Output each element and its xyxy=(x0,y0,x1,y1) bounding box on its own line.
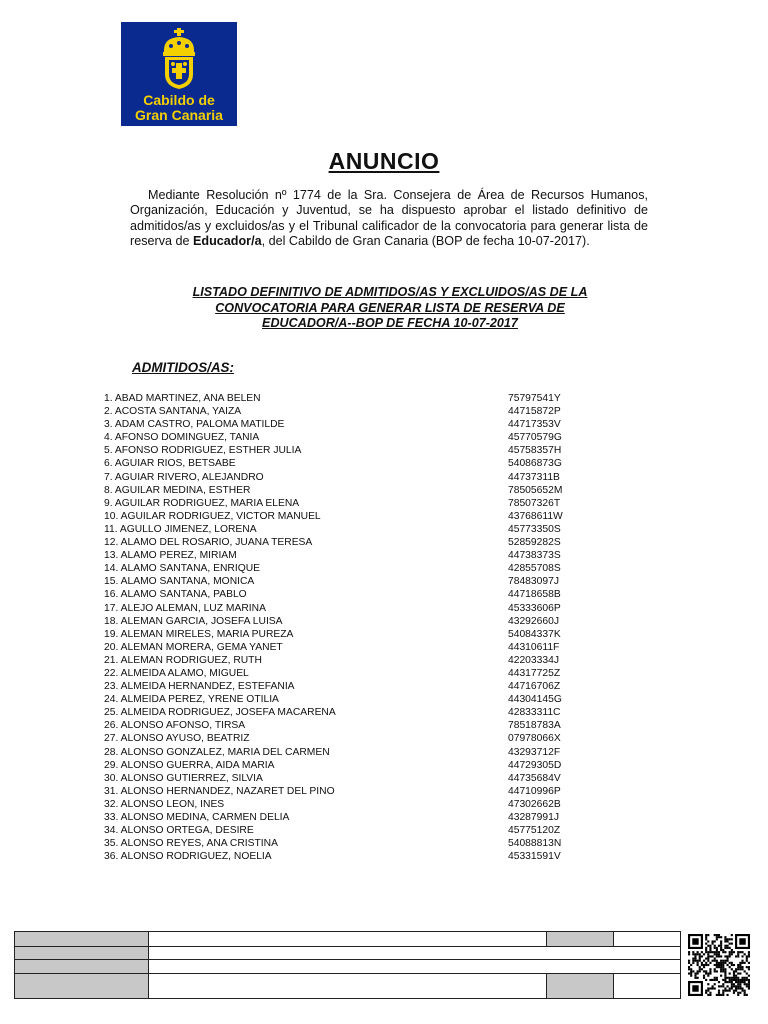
applicant-name: 23. ALMEIDA HERNANDEZ, ESTEFANIA xyxy=(104,681,295,693)
list-item xyxy=(104,850,584,863)
list-item xyxy=(104,457,584,470)
list-item xyxy=(104,824,584,837)
list-item xyxy=(104,444,584,457)
list-item xyxy=(104,523,584,536)
list-item xyxy=(104,484,584,497)
list-item xyxy=(104,719,584,732)
list-item xyxy=(104,588,584,601)
footer-label-cell xyxy=(15,960,149,973)
list-item xyxy=(104,811,584,824)
applicant-name: 34. ALONSO ORTEGA, DESIRE xyxy=(104,825,254,837)
applicant-name: 24. ALMEIDA PEREZ, YRENE OTILIA xyxy=(104,694,279,706)
list-item xyxy=(104,418,584,431)
footer-row-line xyxy=(15,946,680,947)
applicant-name: 2. ACOSTA SANTANA, YAIZA xyxy=(104,406,242,418)
applicant-name: 25. ALMEIDA RODRIGUEZ, JOSEFA MACARENA xyxy=(104,707,336,719)
signature-footer-table xyxy=(14,931,681,999)
applicant-dni: 43292660J xyxy=(508,615,559,627)
applicant-name: 3. ADAM CASTRO, PALOMA MATILDE xyxy=(104,419,285,431)
applicant-dni: 44304145G xyxy=(508,694,562,706)
list-item xyxy=(104,837,584,850)
applicant-name: 15. ALAMO SANTANA, MONICA xyxy=(104,576,255,588)
list-heading-line-1: LISTADO DEFINITIVO DE ADMITIDOS/AS Y EXCLUIDOS/AS DE LA xyxy=(192,285,588,299)
list-item xyxy=(104,405,584,418)
applicant-name: 28. ALONSO GONZALEZ, MARIA DEL CARMEN xyxy=(104,746,330,758)
applicant-dni: 78518783A xyxy=(508,720,561,732)
applicant-dni: 52859282S xyxy=(508,537,561,549)
applicant-dni: 43768611W xyxy=(508,510,563,522)
list-item xyxy=(104,641,584,654)
list-item xyxy=(104,706,584,719)
list-item xyxy=(104,549,584,562)
list-item xyxy=(104,732,584,745)
applicant-name: 27. ALONSO AYUSO, BEATRIZ xyxy=(104,733,250,745)
applicant-name: 32. ALONSO LEON, INES xyxy=(104,798,225,810)
applicant-dni: 44738373S xyxy=(508,550,561,562)
applicant-dni: 42833311C xyxy=(508,707,561,719)
footer-label-cell xyxy=(15,947,149,959)
list-item xyxy=(104,431,584,444)
document-title: ANUNCIO xyxy=(328,148,440,174)
applicant-name: 33. ALONSO MEDINA, CARMEN DELIA xyxy=(104,812,290,823)
applicant-dni: 44735684V xyxy=(508,772,561,784)
list-item xyxy=(104,746,584,759)
applicant-name: 22. ALMEIDA ALAMO, MIGUEL xyxy=(104,667,249,679)
applicant-name: 31. ALONSO HERNANDEZ, NAZARET DEL PINO xyxy=(104,785,335,797)
applicant-dni: 07978066X xyxy=(508,733,561,745)
applicant-name: 17. ALEJO ALEMAN, LUZ MARINA xyxy=(104,602,266,614)
applicant-dni: 44310611F xyxy=(508,641,560,653)
applicant-dni: 54084337K xyxy=(508,628,561,640)
list-heading xyxy=(150,285,630,332)
applicant-dni: 45331591V xyxy=(508,851,561,863)
applicant-dni: 78507326T xyxy=(508,497,561,509)
applicant-dni: 44317725Z xyxy=(508,667,561,679)
applicant-dni: 54088813N xyxy=(508,838,562,850)
list-item xyxy=(104,654,584,667)
intro-paragraph xyxy=(130,188,648,249)
applicant-name: 21. ALEMAN RODRIGUEZ, RUTH xyxy=(104,654,262,666)
list-heading-line-2: CONVOCATORIA PARA GENERAR LISTA DE RESERVA DE xyxy=(215,300,565,315)
list-item xyxy=(104,628,584,641)
applicant-dni: 45775120Z xyxy=(508,825,561,837)
coat-of-arms-icon xyxy=(159,28,199,90)
applicant-name: 4. AFONSO DOMINGUEZ, TANIA xyxy=(104,432,260,444)
footer-label-cell xyxy=(546,932,614,946)
list-item xyxy=(104,798,584,811)
list-item xyxy=(104,392,584,405)
applicant-dni: 45758357H xyxy=(508,445,562,457)
applicant-dni: 44716706Z xyxy=(508,681,561,693)
applicant-name: 18. ALEMAN GARCIA, JOSEFA LUISA xyxy=(104,615,283,627)
intro-text-end: , del Cabildo de Gran Canaria (BOP de fecha 10-07-2017). xyxy=(261,233,590,248)
list-item xyxy=(104,680,584,693)
applicant-dni: 54086873G xyxy=(508,458,562,470)
applicant-dni: 44715872P xyxy=(508,406,561,418)
list-item xyxy=(104,772,584,785)
list-item xyxy=(104,693,584,706)
applicant-dni: 78483097J xyxy=(508,576,559,588)
applicant-name: 29. ALONSO GUERRA, AIDA MARIA xyxy=(104,759,275,771)
applicant-dni: 43287991J xyxy=(508,812,559,823)
applicant-name: 13. ALAMO PEREZ, MIRIAM xyxy=(104,550,237,562)
list-item xyxy=(104,575,584,588)
list-item xyxy=(104,497,584,510)
intro-text: Mediante Resolución nº 1774 de la Sra. Consejera de Área de Recursos Humanos, Organización, Educación y Juventud, se ha dispuesto aprobar el listado definitivo de admitidos/as y excluidos/as y el Tribunal calificador de la convocatoria para generar lista de reserva de xyxy=(130,188,648,248)
footer-label-cell xyxy=(15,932,149,946)
footer-label-cell xyxy=(546,974,614,998)
cabildo-logo xyxy=(121,22,237,126)
applicant-name: 20. ALEMAN MORERA, GEMA YANET xyxy=(104,641,283,653)
applicant-name: 16. ALAMO SANTANA, PABLO xyxy=(104,589,247,601)
section-title: ADMITIDOS/AS: xyxy=(132,360,234,375)
applicant-name: 12. ALAMO DEL ROSARIO, JUANA TERESA xyxy=(104,537,313,549)
list-item xyxy=(104,615,584,628)
applicant-dni: 42855708S xyxy=(508,563,561,575)
applicant-name: 30. ALONSO GUTIERREZ, SILVIA xyxy=(104,772,263,784)
footer-row-line xyxy=(15,973,680,974)
logo-line-2: Gran Canaria xyxy=(135,107,223,123)
applicant-dni: 43293712F xyxy=(508,746,561,758)
applicant-dni: 42203334J xyxy=(508,654,559,666)
applicant-name: 5. AFONSO RODRIGUEZ, ESTHER JULIA xyxy=(104,445,302,457)
footer-label-cell xyxy=(15,974,149,998)
applicant-dni: 44710996P xyxy=(508,785,561,797)
applicant-name: 9. AGUILAR RODRIGUEZ, MARIA ELENA xyxy=(104,497,300,509)
qr-code-icon xyxy=(688,934,750,996)
footer-col-line xyxy=(148,932,149,998)
list-item xyxy=(104,471,584,484)
applicant-dni: 45333606P xyxy=(508,602,561,614)
intro-bold-position: Educador/a xyxy=(193,233,262,248)
applicant-name: 6. AGUIAR RIOS, BETSABE xyxy=(104,458,236,470)
applicant-name: 19. ALEMAN MIRELES, MARIA PUREZA xyxy=(104,628,294,640)
logo-line-1: Cabildo de xyxy=(143,92,215,108)
applicant-name: 26. ALONSO AFONSO, TIRSA xyxy=(104,720,246,732)
applicant-dni: 44737311B xyxy=(508,471,560,483)
list-item xyxy=(104,667,584,680)
applicant-dni: 75797541Y xyxy=(508,393,561,404)
applicant-name: 11. AGULLO JIMENEZ, LORENA xyxy=(104,523,257,535)
list-item xyxy=(104,510,584,523)
applicant-name: 1. ABAD MARTINEZ, ANA BELEN xyxy=(104,393,261,404)
list-item xyxy=(104,759,584,772)
applicant-dni: 44717353V xyxy=(508,419,561,431)
footer-row-line xyxy=(15,959,680,960)
applicant-name: 14. ALAMO SANTANA, ENRIQUE xyxy=(104,563,261,575)
applicant-name: 7. AGUIAR RIVERO, ALEJANDRO xyxy=(104,471,264,483)
applicant-name: 36. ALONSO RODRIGUEZ, NOELIA xyxy=(104,851,272,863)
list-item xyxy=(104,785,584,798)
list-item xyxy=(104,536,584,549)
admitted-list xyxy=(104,392,584,863)
applicant-dni: 45773350S xyxy=(508,523,561,535)
applicant-dni: 78505652M xyxy=(508,484,563,496)
applicant-dni: 45770579G xyxy=(508,432,562,444)
list-item xyxy=(104,602,584,615)
list-heading-line-3: EDUCADOR/A--BOP DE FECHA 10-07-2017 xyxy=(262,316,518,330)
applicant-name: 10. AGUILAR RODRIGUEZ, VICTOR MANUEL xyxy=(104,510,321,522)
applicant-dni: 44718658B xyxy=(508,589,561,601)
applicant-name: 35. ALONSO REYES, ANA CRISTINA xyxy=(104,838,278,850)
applicant-name: 8. AGUILAR MEDINA, ESTHER xyxy=(104,484,251,496)
applicant-dni: 44729305D xyxy=(508,759,562,771)
list-item xyxy=(104,562,584,575)
applicant-dni: 47302662B xyxy=(508,798,561,810)
